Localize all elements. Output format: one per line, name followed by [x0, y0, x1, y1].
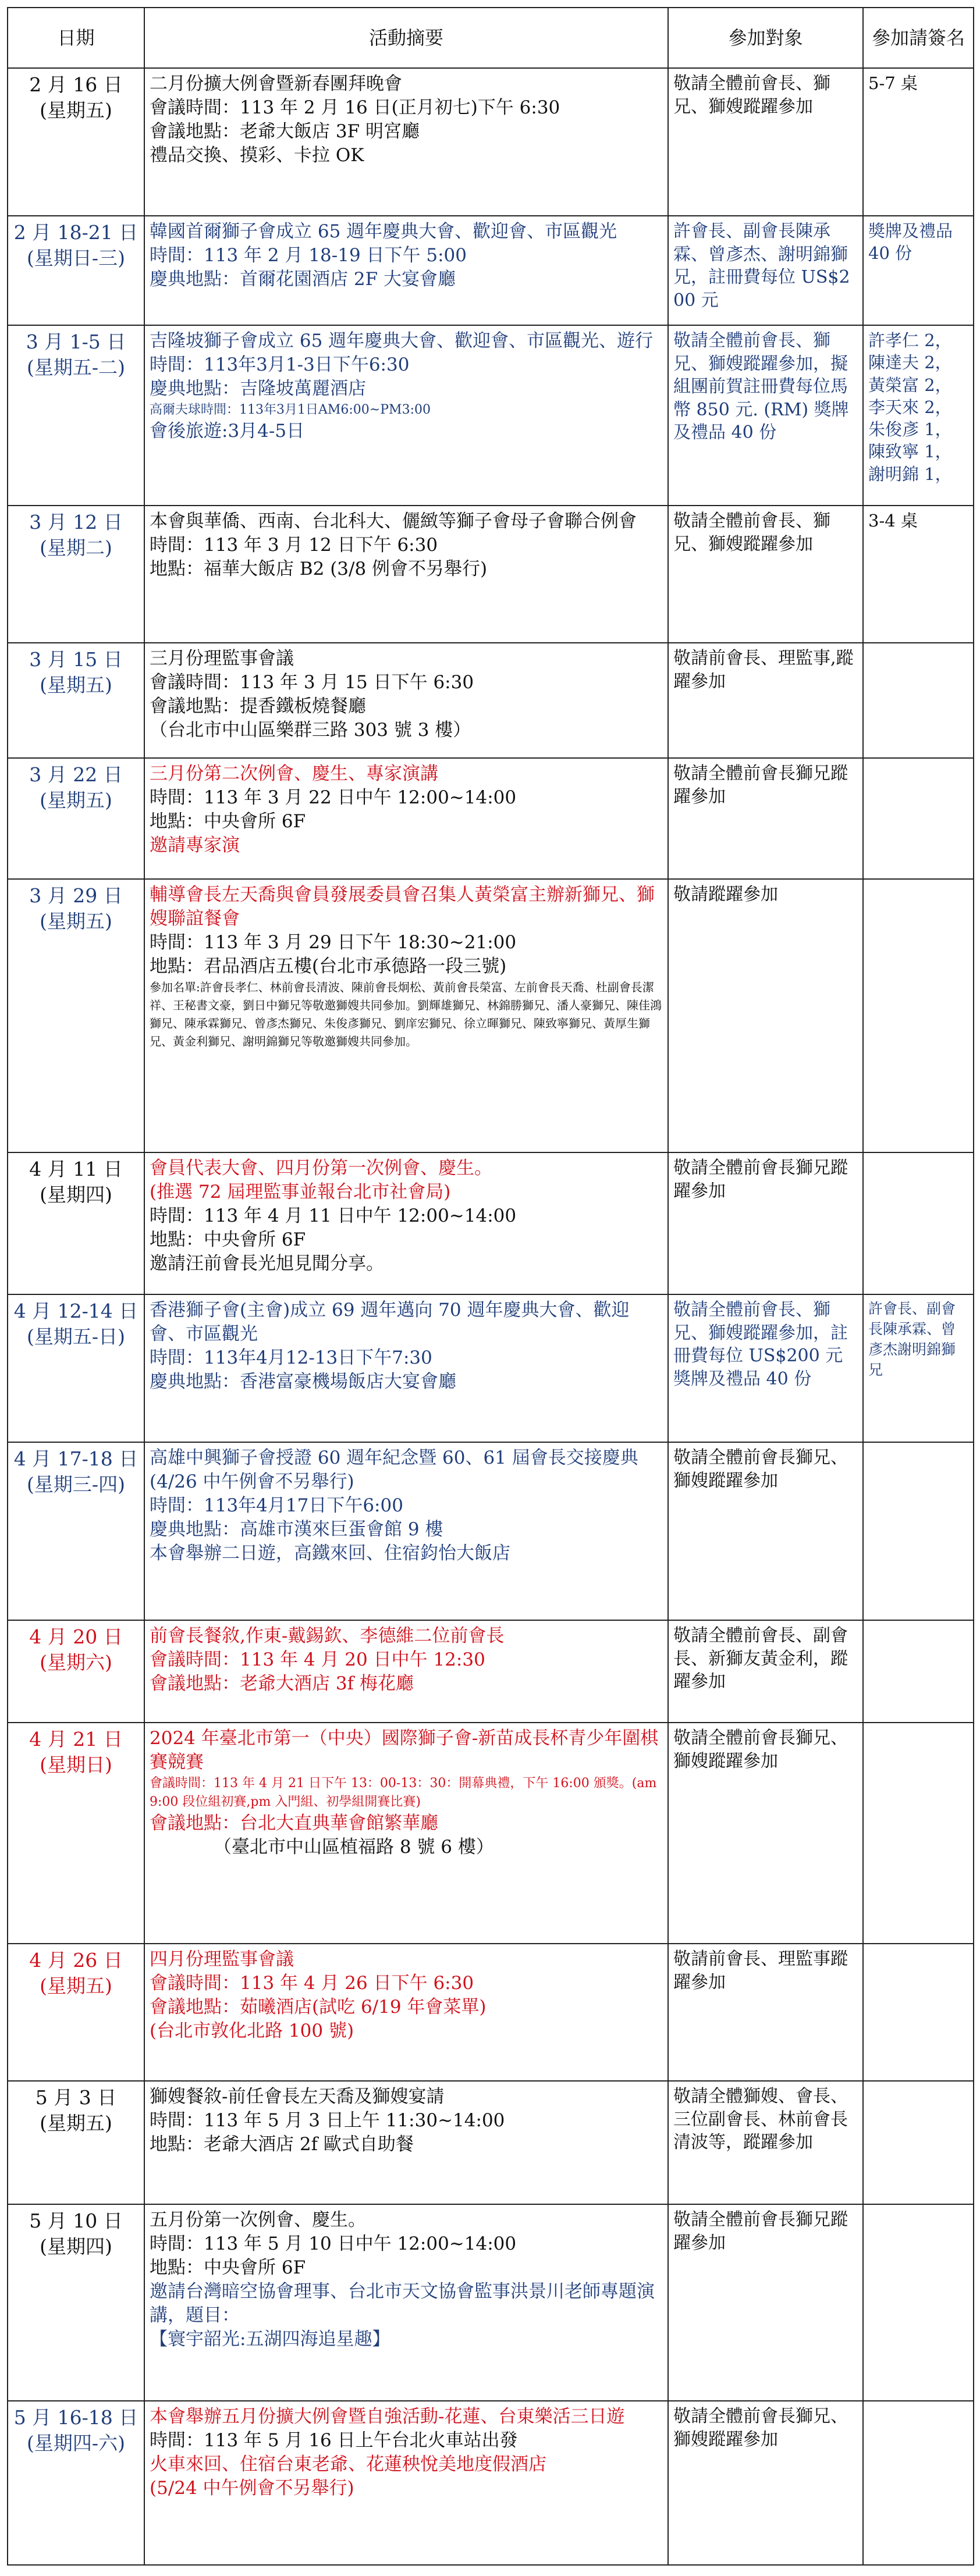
summary-cell — [144, 68, 668, 216]
weekday-text: (星期五) — [40, 909, 112, 933]
summary-line: 時間：113 年 5 月 3 日上午 11:30~14:00 — [150, 2109, 505, 2131]
date-text: 4 月 21 日 — [29, 1728, 123, 1750]
attendees-text: 敬請全體前會長獅兄、獅嫂蹤躍參加 — [673, 1447, 848, 1491]
summary-line: 地點：老爺大酒店 2f 歐式自助餐 — [150, 2133, 414, 2155]
date-cell — [8, 1294, 144, 1442]
weekday-text: (星期二) — [40, 536, 112, 559]
summary-line: 會議地點：老爺大飯店 3F 明宮廳 — [150, 120, 420, 142]
summary-cell — [144, 1944, 668, 2081]
attendees-text: 敬請全體前會長、獅兄、獅嫂蹤躍參加，擬組團前賀註冊費每位馬幣 850 元. (RM) 獎牌及禮品 40 份 — [673, 330, 849, 443]
attendees-cell — [668, 1723, 863, 1944]
summary-line: 香港獅子會(主會)成立 69 週年邁向 70 週年慶典大會、歡迎會、市區觀光 — [150, 1300, 630, 1344]
summary-line: 時間：113年3月1-3日下午6:30 — [150, 354, 410, 375]
summary-line: 地點：中央會所 6F — [150, 810, 306, 832]
summary-line: 慶典地點：香港富豪機場飯店大宴會廳 — [150, 1371, 456, 1392]
date-cell — [8, 643, 144, 758]
attendees-text: 敬請全體前會長、副會長、新獅友黃金利，蹤躍參加 — [673, 1625, 848, 1692]
summary-line: 邀請汪前會長光旭見聞分享。 — [150, 1253, 384, 1274]
weekday-text: (星期五) — [40, 1974, 112, 1997]
weekday-text: (星期四) — [40, 1183, 112, 1206]
summary-line: 【寰宇韶光:五湖四海追星趣】 — [150, 2328, 390, 2350]
summary-line: 本會舉辦五月份擴大例會暨自強活動-花蓮、台東樂活三日遊 — [150, 2406, 625, 2427]
date-cell — [8, 506, 144, 643]
date-text: 5 月 3 日 — [35, 2086, 117, 2109]
signup-cell[interactable] — [863, 506, 974, 643]
date-cell — [8, 2081, 144, 2204]
weekday-text: (星期五) — [40, 788, 112, 812]
attendees-cell — [668, 325, 863, 506]
date-cell — [8, 1723, 144, 1944]
date-cell — [8, 1620, 144, 1723]
attendees-cell — [668, 1944, 863, 2081]
summary-line: （台北市中山區樂群三路 303 號 3 樓） — [150, 719, 471, 741]
summary-line: 會議時間：113 年 4 月 20 日中午 12:30 — [150, 1649, 485, 1670]
attendees-cell — [668, 1294, 863, 1442]
signup-cell[interactable] — [863, 2204, 974, 2401]
summary-line: 三月份第二次例會、慶生、專家演講 — [150, 763, 438, 784]
summary-line: 慶典地點：吉隆坡萬麗酒店 — [150, 378, 366, 399]
summary-line: 地點：中央會所 6F — [150, 2257, 306, 2278]
signup-cell[interactable] — [863, 2401, 974, 2565]
table-row — [8, 1723, 974, 1944]
summary-line: (5/24 中午例會不另舉行) — [150, 2477, 354, 2499]
summary-line: 慶典地點：首爾花園酒店 2F 大宴會廳 — [150, 268, 456, 290]
summary-line: 時間：113 年 5 月 10 日中午 12:00~14:00 — [150, 2233, 517, 2254]
signup-cell[interactable] — [863, 1620, 974, 1723]
summary-line: 韓國首爾獅子會成立 65 週年慶典大會、歡迎會、市區觀光 — [150, 221, 617, 242]
summary-line: 會後旅遊:3月4-5日 — [150, 420, 305, 442]
attendees-text: 敬請全體前會長、獅兄、獅嫂蹤躍參加，註冊費每位 US$200 元 獎牌及禮品 40 份 — [673, 1300, 848, 1389]
signup-cell[interactable] — [863, 1442, 974, 1620]
table-body — [8, 68, 974, 2565]
attendees-text: 敬請前會長、理監事,蹤躍參加 — [673, 648, 854, 692]
date-text: 4 月 11 日 — [29, 1158, 123, 1180]
summary-cell — [144, 1723, 668, 1944]
signup-text: 獎牌及禮品 40 份 — [868, 221, 953, 264]
date-cell — [8, 68, 144, 216]
attendees-cell — [668, 68, 863, 216]
summary-line: 時間：113 年 3 月 12 日下午 6:30 — [150, 534, 438, 556]
weekday-text: (星期六) — [40, 1650, 112, 1674]
attendees-cell — [668, 1442, 863, 1620]
summary-line: 高雄中興獅子會授證 60 週年紀念暨 60、61 屆會長交接慶典 (4/26 中午例會不另舉行) — [150, 1447, 638, 1492]
attendees-text: 敬請全體前會長獅兄蹤躍參加 — [673, 763, 848, 807]
weekday-text: (星期五) — [40, 2111, 112, 2134]
table-row — [8, 643, 974, 758]
date-text: 4 月 26 日 — [29, 1949, 123, 1972]
signup-cell[interactable] — [863, 1152, 974, 1294]
summary-line: 會議時間：113 年 2 月 16 日(正月初七)下午 6:30 — [150, 97, 560, 118]
summary-line: 2024 年臺北市第一（中央）國際獅子會-新苗成長杯青少年圍棋賽競賽 — [150, 1728, 659, 1773]
weekday-text: (星期四-六) — [27, 2431, 125, 2454]
signup-cell[interactable] — [863, 758, 974, 879]
date-cell — [8, 758, 144, 879]
summary-line: (台北市敦化北路 100 號) — [150, 2020, 354, 2041]
summary-cell — [144, 1442, 668, 1620]
summary-line: 地點：福華大飯店 B2 (3/8 例會不另舉行) — [150, 558, 488, 579]
summary-line: 慶典地點：高雄市漢來巨蛋會館 9 樓 — [150, 1518, 443, 1540]
summary-line: 時間：113年4月12-13日下午7:30 — [150, 1347, 432, 1368]
summary-cell — [144, 2401, 668, 2565]
summary-line: (推選 72 屆理監事並報台北市社會局) — [150, 1181, 451, 1202]
summary-line: 火車來回、住宿台東老爺、花蓮秧悅美地度假酒店 — [150, 2453, 546, 2475]
signup-cell[interactable] — [863, 1723, 974, 1944]
date-text: 4 月 12-14 日 — [13, 1300, 139, 1322]
summary-line: 高爾夫球時間：113年3月1日AM6:00~PM3:00 — [150, 402, 431, 417]
table-row — [8, 1152, 974, 1294]
date-text: 5 月 16-18 日 — [13, 2406, 139, 2429]
summary-line: 本會舉辦二日遊，高鐵來回、住宿鈞怡大飯店 — [150, 1542, 510, 1564]
summary-cell — [144, 1294, 668, 1442]
table-row — [8, 1620, 974, 1723]
summary-line: 本會與華僑、西南、台北科大、儷緻等獅子會母子會聯合例會 — [150, 511, 637, 532]
table-row — [8, 325, 974, 506]
summary-line: 時間：113 年 2 月 18-19 日下午 5:00 — [150, 244, 467, 266]
header-date: 日期 — [8, 8, 144, 68]
date-cell — [8, 2204, 144, 2401]
signup-cell[interactable] — [863, 216, 974, 325]
summary-cell — [144, 2204, 668, 2401]
header-signup: 參加請簽名 — [863, 8, 974, 68]
weekday-text: (星期五) — [40, 98, 112, 122]
summary-line: 會議地點：提香鐵板燒餐廳 — [150, 695, 366, 717]
table-row — [8, 1294, 974, 1442]
date-cell — [8, 325, 144, 506]
summary-line: 邀請台灣暗空協會理事、台北市天文協會監事洪景川老師專題演講，題目： — [150, 2280, 655, 2326]
attendees-cell — [668, 879, 863, 1152]
summary-line: 地點：中央會所 6F — [150, 1229, 306, 1250]
date-text: 2 月 16 日 — [29, 73, 123, 96]
date-cell — [8, 2401, 144, 2565]
summary-cell — [144, 2081, 668, 2204]
attendees-cell — [668, 758, 863, 879]
summary-line: 前會長餐敘,作東-戴錫欽、李德維二位前會長 — [150, 1625, 505, 1646]
summary-line: 會議地點：台北大直典華會館繁華廳 — [150, 1812, 438, 1834]
table-row — [8, 1944, 974, 2081]
weekday-text: (星期四) — [40, 2235, 112, 2258]
table-row — [8, 1442, 974, 1620]
weekday-text: (星期日) — [40, 1753, 112, 1776]
signup-cell[interactable] — [863, 1294, 974, 1442]
weekday-text: (星期三-四) — [27, 1472, 125, 1496]
date-text: 3 月 29 日 — [29, 884, 123, 907]
date-text: 4 月 20 日 — [29, 1625, 123, 1648]
table-header-row — [8, 8, 974, 68]
signup-cell[interactable] — [863, 879, 974, 1152]
summary-cell — [144, 879, 668, 1152]
signup-cell[interactable] — [863, 2081, 974, 2204]
date-cell — [8, 1944, 144, 2081]
summary-line: 參加名單:許會長孝仁、林前會長清波、陳前會長炯松、黃前會長榮富、左前會長天喬、杜副會長潔祥、王秘書文豪，劉日中獅兄等敬邀獅嫂共同參加。劉輝雄獅兄、林錦勝獅兄、潘人豪獅兄、陳佳鴻獅兄、陳承霖獅兄、曾彥杰獅兄、朱俊彥獅兄、劉庠宏獅兄、徐立暉獅兄、陳致寧獅兄、黃厚生獅兄、黃金利獅兄、謝明錦獅兄等敬邀獅嫂共同參加。 — [150, 980, 662, 1048]
summary-line: 會議地點：茹曦酒店(試吃 6/19 年會菜單) — [150, 1996, 487, 2018]
attendees-text: 敬請全體獅嫂、會長、三位副會長、林前會長清波等，蹤躍參加 — [673, 2086, 848, 2153]
schedule-container — [7, 7, 973, 2566]
weekday-text: (星期五-日) — [27, 1325, 125, 1348]
summary-line: 會議地點：老爺大酒店 3f 梅花廳 — [150, 1673, 414, 1694]
summary-line: 邀請專家演 — [150, 834, 240, 856]
date-cell — [8, 1442, 144, 1620]
weekday-text: (星期五) — [40, 673, 112, 696]
summary-line: 吉隆坡獅子會成立 65 週年慶典大會、歡迎會、市區觀光、遊行 — [150, 330, 654, 351]
signup-text: 5-7 桌 — [868, 73, 918, 93]
summary-line: 時間：113年4月17日下午6:00 — [150, 1495, 403, 1516]
header-summary: 活動摘要 — [144, 8, 668, 68]
attendees-cell — [668, 2204, 863, 2401]
summary-line: 五月份第一次例會、慶生。 — [150, 2209, 366, 2230]
date-cell — [8, 216, 144, 325]
attendees-cell — [668, 1152, 863, 1294]
table-row — [8, 2401, 974, 2565]
activity-schedule-table — [7, 7, 974, 2566]
date-cell — [8, 1152, 144, 1294]
attendees-cell — [668, 506, 863, 643]
summary-line: 禮品交換、摸彩、卡拉 OK — [150, 144, 364, 166]
summary-line: 輔導會長左天喬與會員發展委員會召集人黃榮富主辦新獅兄、獅嫂聯誼餐會 — [150, 884, 655, 929]
summary-line: 會議時間：113 年 3 月 15 日下午 6:30 — [150, 671, 474, 693]
summary-cell — [144, 216, 668, 325]
attendees-text: 敬請全體前會長獅兄蹤躍參加 — [673, 2209, 848, 2253]
date-text: 3 月 22 日 — [29, 763, 123, 786]
attendees-text: 敬請蹤躍參加 — [673, 884, 778, 905]
table-row — [8, 758, 974, 879]
table-row — [8, 216, 974, 325]
attendees-text: 敬請前會長、理監事蹤躍參加 — [673, 1949, 848, 1993]
attendees-text: 敬請全體前會長獅兄、獅嫂蹤躍參加 — [673, 1728, 848, 1771]
attendees-text: 敬請全體前會長、獅兄、獅嫂蹤躍參加 — [673, 511, 830, 554]
header-attendees: 參加對象 — [668, 8, 863, 68]
signup-text: 許會長、副會長陳承霖、曾彥杰謝明錦獅兄 — [868, 1300, 956, 1378]
summary-line: 二月份擴大例會暨新春團拜晚會 — [150, 73, 402, 94]
summary-line: 時間：113 年 3 月 22 日中午 12:00~14:00 — [150, 787, 517, 808]
summary-line: 時間：113 年 4 月 11 日中午 12:00~14:00 — [150, 1205, 517, 1226]
summary-line: 四月份理監事會議 — [150, 1949, 294, 1970]
signup-cell[interactable] — [863, 643, 974, 758]
summary-cell — [144, 1152, 668, 1294]
attendees-cell — [668, 2081, 863, 2204]
attendees-cell — [668, 643, 863, 758]
attendees-cell — [668, 2401, 863, 2565]
attendees-cell — [668, 1620, 863, 1723]
table-row — [8, 68, 974, 216]
date-text: 2 月 18-21 日 — [13, 221, 139, 244]
date-text: 3 月 15 日 — [29, 648, 123, 671]
summary-line: 地點：君品酒店五樓(台北市承德路一段三號) — [150, 955, 507, 977]
summary-line: 會員代表大會、四月份第一次例會、慶生。 — [150, 1158, 492, 1179]
signup-text: 許孝仁 2，陳達夫 2，黃榮富 2，李天來 2，朱俊彥 1，陳致寧 1，謝明錦 1， — [868, 330, 952, 484]
summary-line: 獅嫂餐敘-前任會長左天喬及獅嫂宴請 — [150, 2086, 445, 2107]
table-row — [8, 879, 974, 1152]
summary-cell — [144, 1620, 668, 1723]
summary-cell — [144, 643, 668, 758]
summary-cell — [144, 506, 668, 643]
attendees-text: 敬請全體前會長獅兄、獅嫂蹤躍參加 — [673, 2406, 848, 2450]
signup-cell[interactable] — [863, 325, 974, 506]
summary-line: （臺北市中山區植福路 8 號 6 樓） — [214, 1836, 494, 1858]
summary-line: 時間：113 年 5 月 16 日上午台北火車站出發 — [150, 2429, 518, 2451]
attendees-text: 敬請全體前會長、獅兄、獅嫂蹤躍參加 — [673, 73, 830, 117]
table-row — [8, 2081, 974, 2204]
attendees-text: 敬請全體前會長獅兄蹤躍參加 — [673, 1158, 848, 1201]
attendees-text: 許會長、副會長陳承霖、曾彥杰、謝明錦獅兄，註冊費每位 US$200 元 — [673, 221, 850, 311]
summary-cell — [144, 758, 668, 879]
date-text: 5 月 10 日 — [29, 2209, 123, 2232]
date-text: 3 月 12 日 — [29, 511, 123, 533]
table-row — [8, 2204, 974, 2401]
date-cell — [8, 879, 144, 1152]
summary-line: 三月份理監事會議 — [150, 648, 294, 669]
summary-cell — [144, 325, 668, 506]
summary-line: 會議時間：113 年 4 月 26 日下午 6:30 — [150, 1972, 474, 1994]
weekday-text: (星期五-二) — [27, 355, 125, 379]
signup-cell[interactable] — [863, 68, 974, 216]
date-text: 3 月 1-5 日 — [26, 330, 126, 353]
signup-text: 3-4 桌 — [868, 511, 918, 531]
weekday-text: (星期日-三) — [27, 246, 125, 269]
attendees-cell — [668, 216, 863, 325]
summary-line: 會議時間：113 年 4 月 21 日下午 13：00-13：30：開幕典禮，下午 16:00 頒獎。(am9:00 段位組初賽,pm 入門組、初學組開賽比賽) — [150, 1776, 657, 1809]
date-text: 4 月 17-18 日 — [13, 1447, 139, 1470]
table-row — [8, 506, 974, 643]
summary-line: 時間：113 年 3 月 29 日下午 18:30~21:00 — [150, 931, 517, 953]
signup-cell[interactable] — [863, 1944, 974, 2081]
